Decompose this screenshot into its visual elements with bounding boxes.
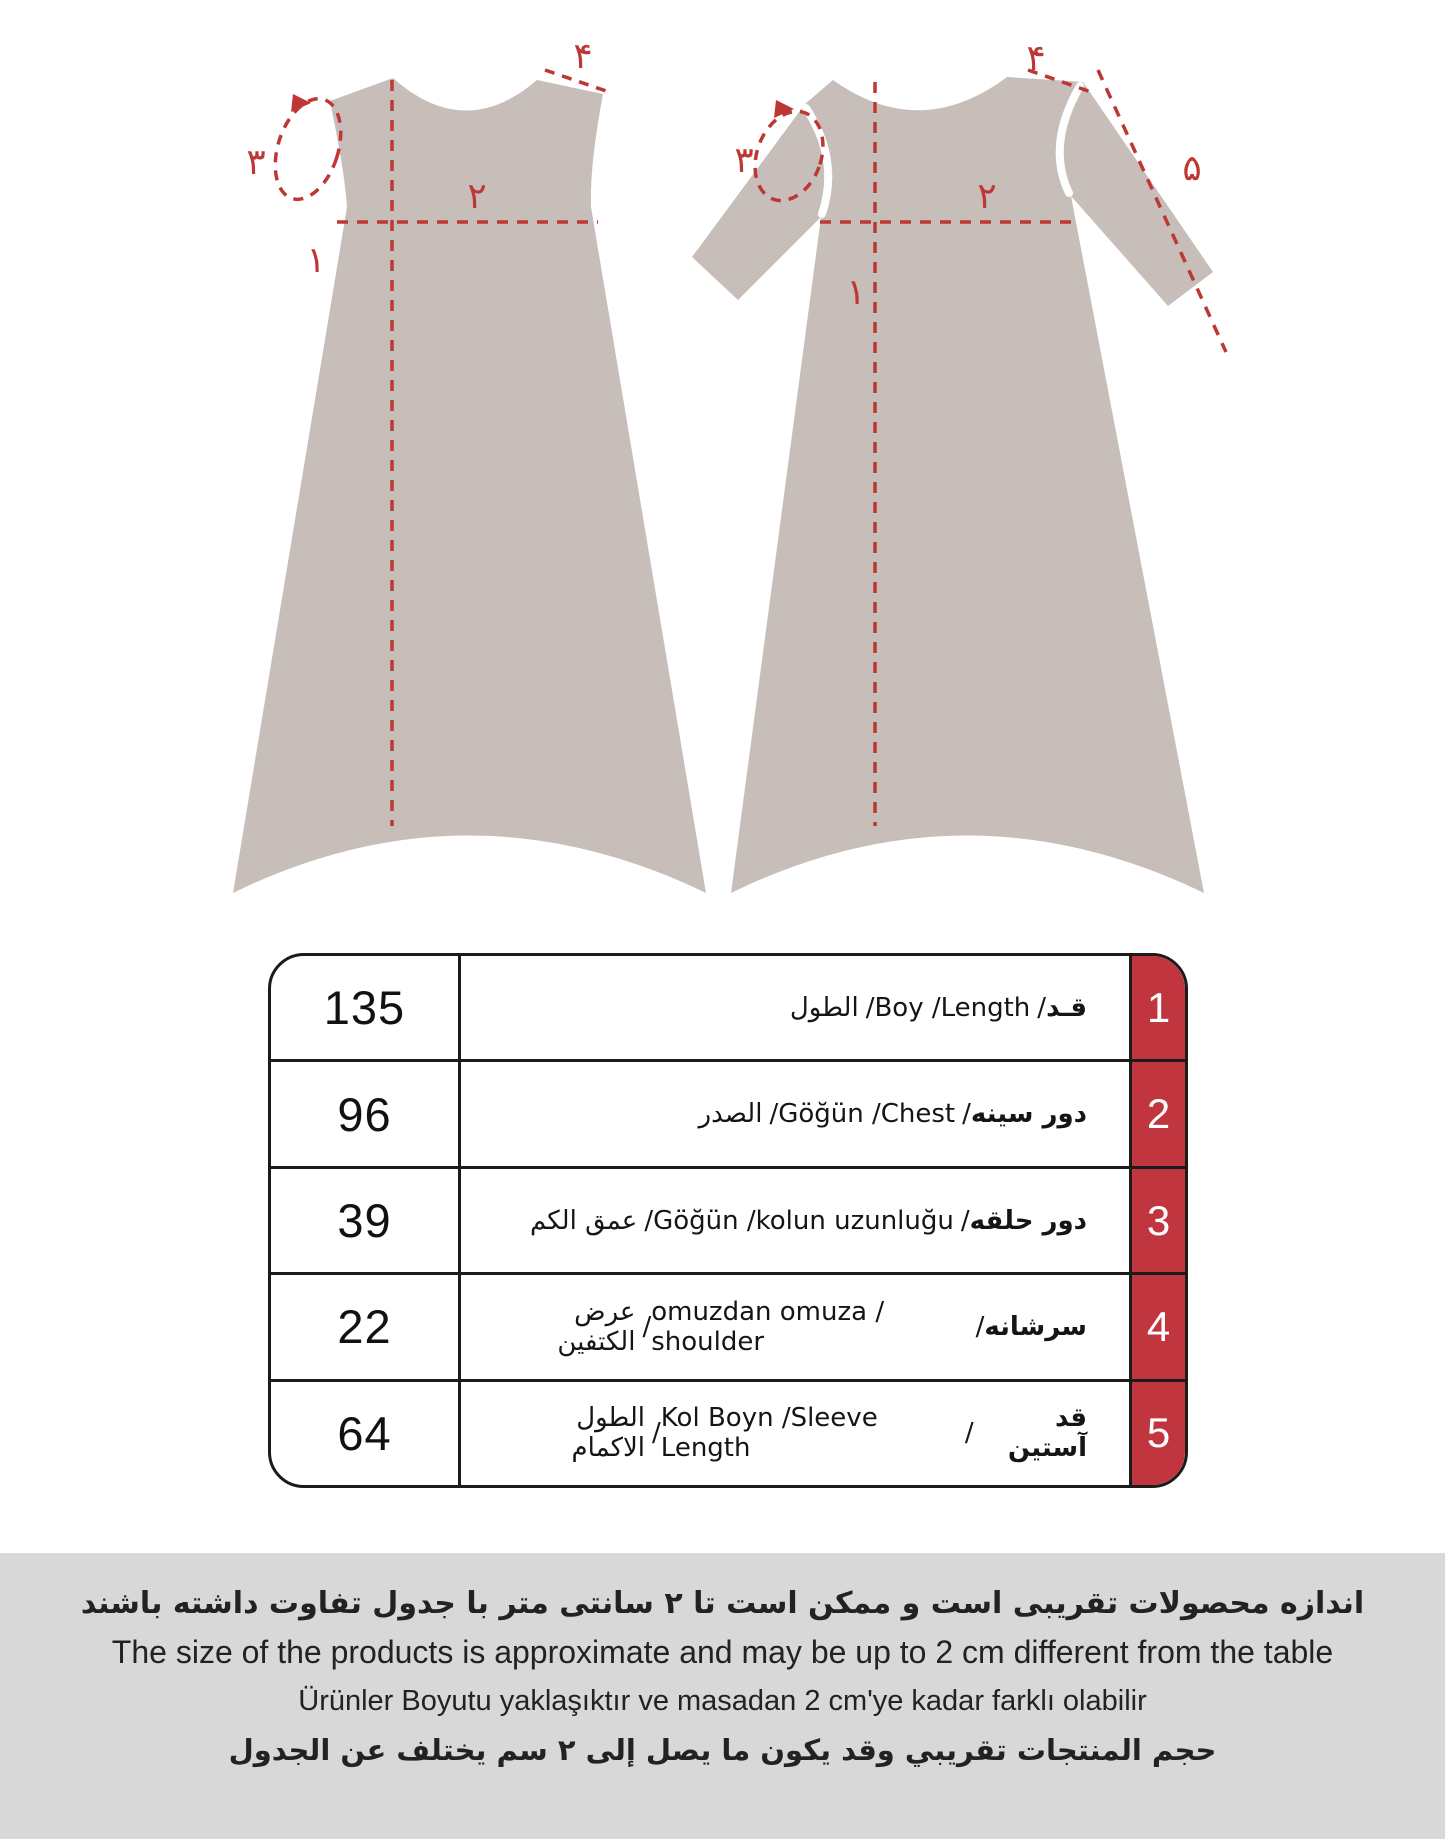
table-row-shoulder: [271, 1272, 1185, 1378]
label-separator: /: [964, 1418, 974, 1449]
label-term-ar: عمق الكم: [530, 1205, 638, 1236]
label-term-ar: الطول: [789, 992, 859, 1023]
label-separator: /: [652, 1418, 661, 1449]
table-row-armhole: [271, 1166, 1185, 1272]
measurement-label: [461, 1382, 1129, 1485]
measurement-value: 39: [271, 1169, 461, 1272]
label-term-fa: دور حلقه: [969, 1205, 1087, 1236]
label-4: ۴: [1026, 38, 1046, 79]
row-number-badge: 4: [1129, 1275, 1185, 1378]
table-row-sleeve: [271, 1379, 1185, 1485]
label-term-fa: قـد: [1046, 992, 1087, 1023]
dress-with-sleeves-diagram: [692, 38, 1226, 893]
table-row-length: [271, 956, 1185, 1059]
label-term-latin: Göğün /Chest: [778, 1099, 956, 1130]
label-term-ar: عرض الكتفين: [557, 1296, 636, 1357]
label-5: ۵: [1182, 148, 1202, 189]
measurement-value: 135: [271, 956, 461, 1059]
row-number-badge: 5: [1129, 1382, 1185, 1485]
row-number-badge: 2: [1129, 1062, 1185, 1165]
measurement-label: [461, 1275, 1129, 1378]
label-term-latin: omuzdan omuza / shoulder: [651, 1296, 885, 1357]
label-1: ۱: [306, 240, 326, 281]
label-2: ۲: [467, 176, 487, 217]
disclaimer-en: The size of the products is approximate and may be up to 2 cm different from the table: [111, 1634, 1334, 1670]
disclaimer-ar: حجم المنتجات تقريبي وقد يكون ما يصل إلى ٢ سم يختلف عن الجدول: [228, 1733, 1217, 1767]
label-term-fa: دور سینه: [970, 1099, 1087, 1130]
measurements-table: [268, 953, 1188, 1488]
label-1: ۱: [846, 272, 866, 313]
measurement-label: [461, 1169, 1129, 1272]
table-row-chest: [271, 1059, 1185, 1165]
label-term-latin: Göğün /kolun uzunluğu: [653, 1205, 954, 1236]
label-separator: /: [962, 1099, 971, 1130]
measurement-value: 64: [271, 1382, 461, 1485]
disclaimer-tr: Ürünler Boyutu yaklaşıktır ve masadan 2 cm'ye kadar farklı olabilir: [298, 1685, 1147, 1717]
measurement-label: [461, 956, 1129, 1059]
row-number-badge: 1: [1129, 956, 1185, 1059]
label-separator: /: [644, 1205, 654, 1236]
label-term-fa: قد آستین: [1007, 1403, 1087, 1464]
label-separator: /: [865, 992, 875, 1023]
label-separator: /: [642, 1311, 652, 1342]
dress-sleeved-shape: [692, 77, 1213, 893]
label-term-latin: Kol Boyn /Sleeve Length: [660, 1403, 878, 1464]
row-number-badge: 3: [1129, 1169, 1185, 1272]
label-separator: /: [1037, 992, 1047, 1023]
disclaimer-fa: اندازه محصولات تقریبی است و ممکن است تا ۲ سانتی متر با جدول تفاوت داشته باشند: [80, 1586, 1365, 1621]
label-term-fa: سرشانه: [984, 1311, 1087, 1342]
label-term-ar: الطول الاكمام: [571, 1403, 646, 1464]
label-separator: /: [975, 1311, 985, 1342]
measurement-value: 22: [271, 1275, 461, 1378]
measurement-label: [461, 1062, 1129, 1165]
dress-sleeveless-diagram: [233, 36, 706, 893]
label-3: ۳: [734, 140, 754, 181]
label-2: ۲: [977, 176, 997, 217]
disclaimer-footer: [0, 1553, 1445, 1839]
measurement-value: 96: [271, 1062, 461, 1165]
label-3: ۳: [246, 142, 266, 183]
label-term-latin: Boy /Length: [874, 992, 1031, 1023]
label-term-ar: الصدر: [698, 1099, 763, 1130]
label-separator: /: [769, 1099, 779, 1130]
label-separator: /: [960, 1205, 970, 1236]
label-4: ۴: [573, 36, 593, 77]
arrowhead-icon: [291, 94, 311, 112]
